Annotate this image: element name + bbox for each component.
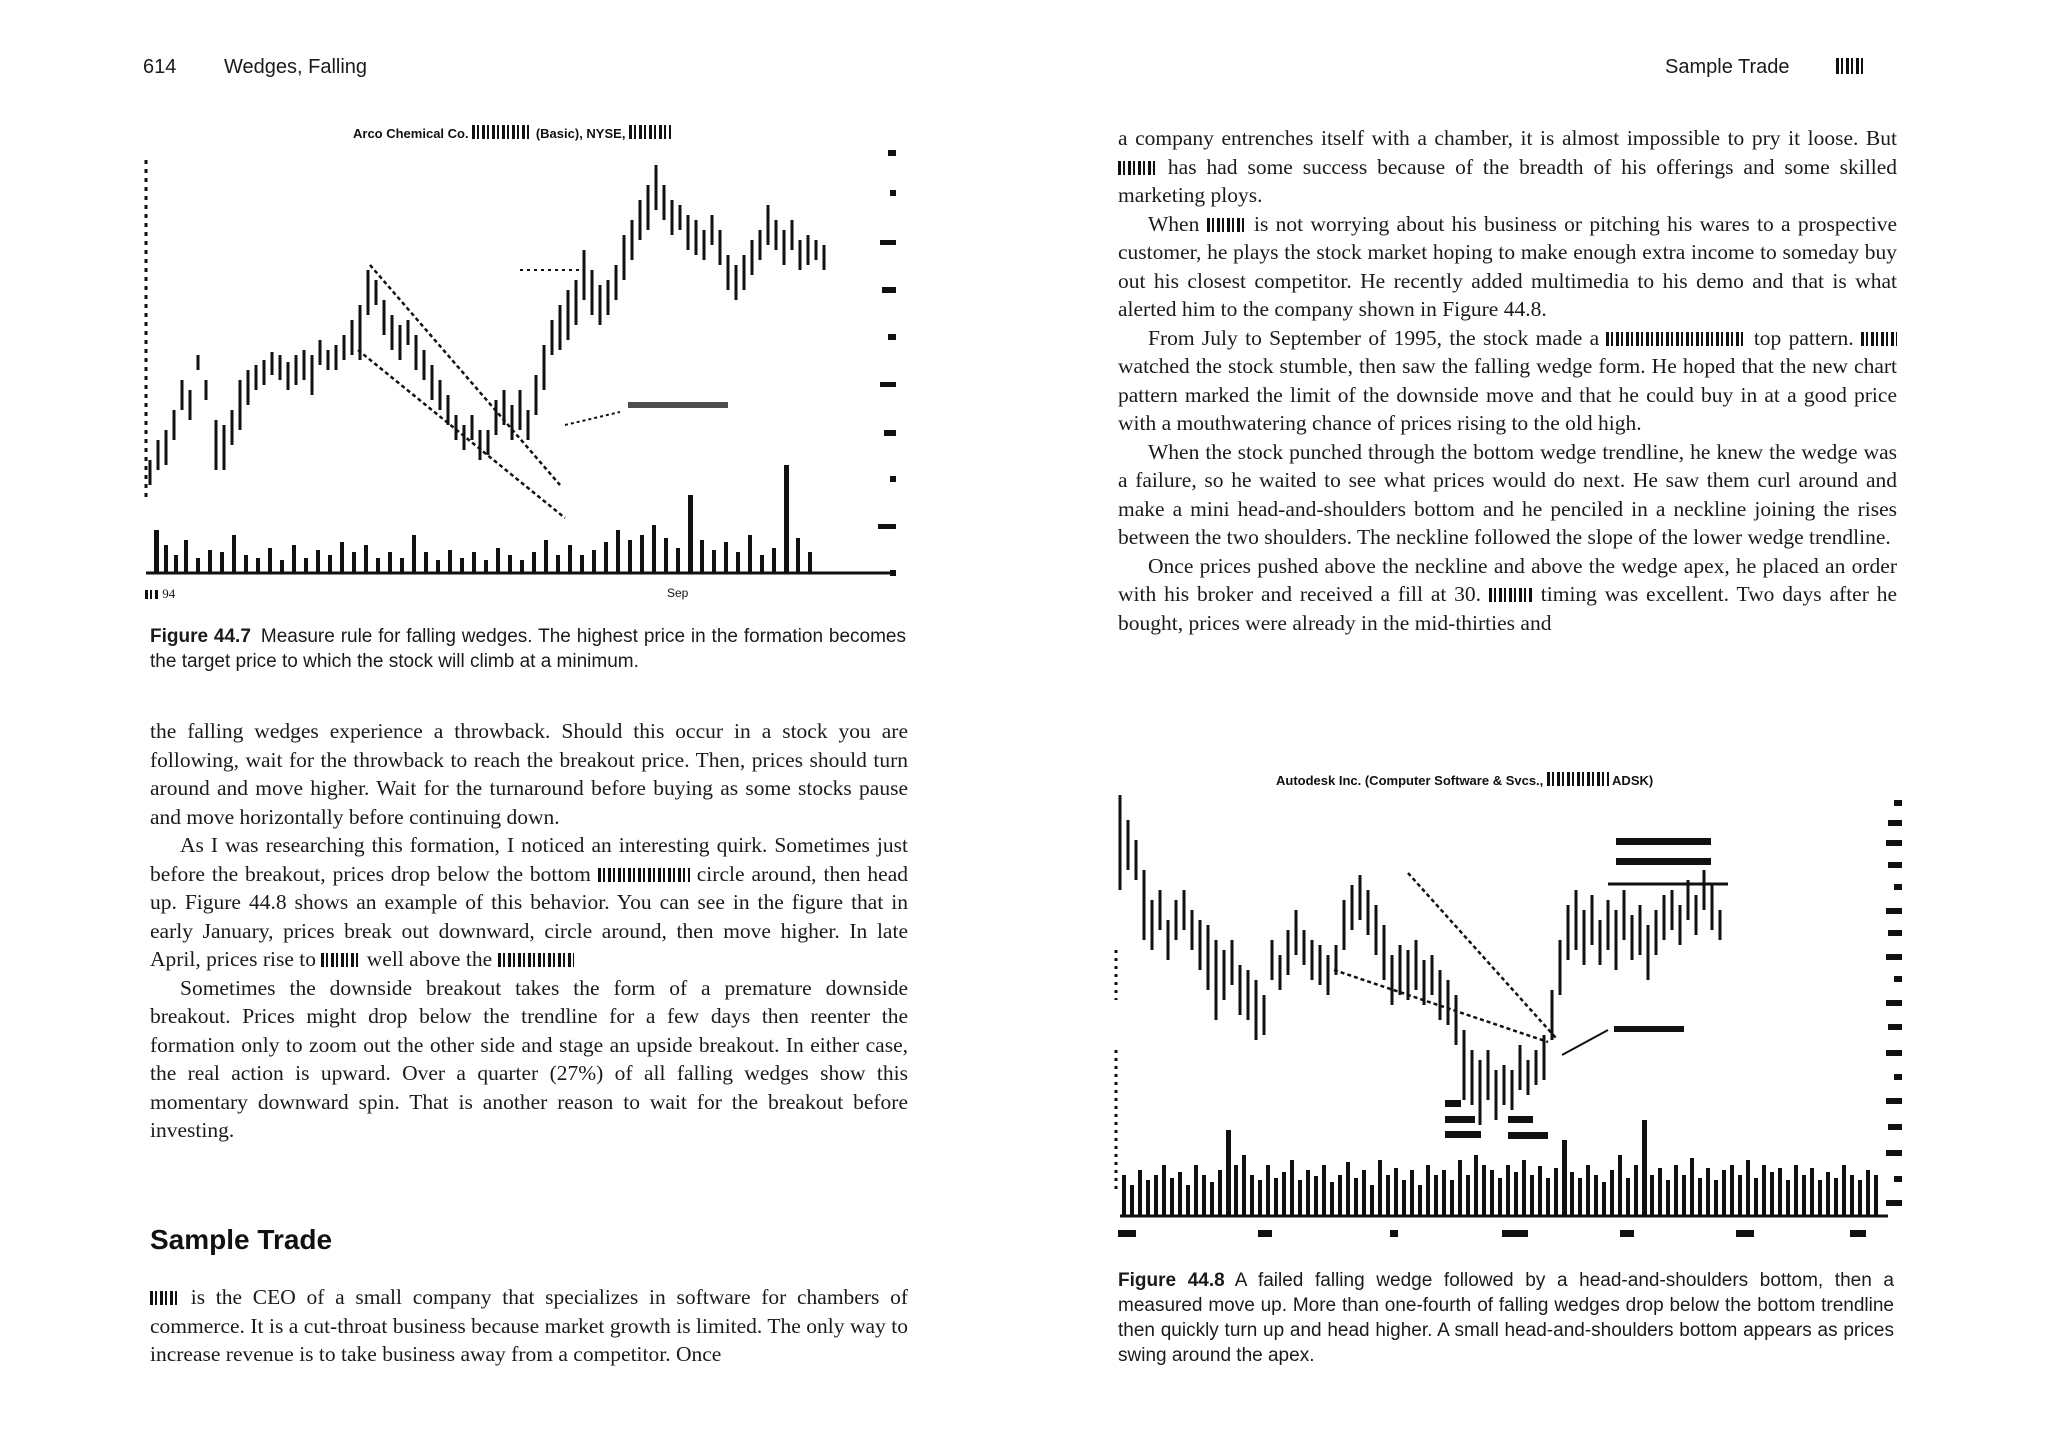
garbled-glyph — [629, 125, 671, 139]
garbled-glyph — [1606, 332, 1746, 346]
figure-44-8-chart — [1108, 780, 1918, 1250]
garbled-glyph — [1118, 161, 1158, 175]
paragraph: As I was researching this formation, I noticed an interesting quirk. Sometimes just before the breakout, prices drop below the bottom circle around, then head up. Figure 44.8 shows an example of this behavior. You can see in the figure that in early January, prices break out downward, circle around, then move higher. In late April, prices rise to well above the — [150, 833, 909, 971]
chart-title-exchange: (Basic), NYSE, — [535, 126, 626, 141]
wedge-upper-trendline — [1408, 873, 1556, 1038]
page-number-glyph — [1836, 56, 1866, 79]
page-number: 614 — [143, 56, 177, 78]
garbled-glyph — [598, 868, 690, 882]
garbled-glyph — [1836, 58, 1866, 74]
paragraph: is the CEO of a small company that specializes in software for chambers of commerce. It is a cut-throat business because market growth is limited. The only way to increase revenue is to take business away from a competitor. Once — [150, 1285, 908, 1366]
x-tick-sep: Sep — [667, 586, 689, 600]
wedge-upper-trendline — [370, 265, 560, 485]
sample-trade-text — [150, 1283, 908, 1369]
right-page — [1024, 0, 2048, 1448]
caption-text: A failed falling wedge followed by a head-and-shoulders bottom, then a measured move up. More than one-fourth of falling wedges drop below the bottom trendline then quickly turn up and head higher. A small head-and-shoulders bottom appears as prices swing around the apex. — [1118, 1270, 1894, 1366]
garbled-glyph — [321, 953, 361, 967]
garbled-glyph — [145, 590, 159, 599]
right-axis-ticks — [878, 150, 896, 576]
paragraph: When the stock punched through the bottom wedge trendline, he knew the wedge was a failure, so he waited to see what prices would do next. He saw them curl around and make a mini head-and-shoulders bottom and he penciled in a neckline joining the rises between the two shoulders. The neckline followed the slope of the lower wedge trendline. — [1118, 439, 1897, 549]
paragraph: From July to September of 1995, the stock made a top pattern. watched the stock stumble, then saw the falling wedge form. He hoped that the new chart pattern marked the limit of the downside move and that he could buy in at a good price with a mouthwatering chance of prices rising to the old high. — [1118, 325, 1897, 435]
caption-label: Figure 44.8 — [1118, 1270, 1225, 1291]
garbled-glyph — [1861, 332, 1897, 346]
garbled-glyph — [1489, 588, 1533, 602]
left-body-text — [150, 717, 908, 1145]
garbled-glyph — [498, 953, 574, 967]
right-body-text — [1118, 124, 1897, 637]
paragraph: When is not worrying about his business or pitching his wares to a prospective customer, he plays the stock market hoping to make enough extra income to someday buy out his closest competitor. He recently added multimedia to his demo and that is what alerted him to the company shown in Figure 44.8. — [1118, 211, 1898, 321]
running-head-title: Wedges, Falling — [224, 56, 368, 78]
chart-title-company: Autodesk Inc. (Computer Software & Svcs., — [1276, 773, 1544, 788]
garbled-glyph — [150, 1291, 180, 1305]
annotation-leader — [565, 412, 620, 425]
figure-44-7-title — [353, 125, 671, 141]
garbled-glyph — [1207, 218, 1247, 232]
x-tick-glyphs — [1118, 1230, 1866, 1237]
annotation-leader — [1562, 1030, 1608, 1055]
figure-44-8-caption — [1118, 1268, 1894, 1368]
chart-title-company: Arco Chemical Co. — [353, 126, 469, 141]
figure-44-7-chart — [140, 140, 930, 580]
paragraph: Sometimes the downside breakout takes the form of a premature downside breakout. Prices might drop below the trendline for a few days then reenter the formation only to zoom out the other side and stage an upside breakout. In either case, the real action is upward. Over a quarter (27%) of all falling wedges show this momentary downward spin. That is another reason to wait for the breakout before investing. — [150, 975, 908, 1142]
caption-label: Figure 44.7 — [150, 626, 251, 647]
paragraph: a company entrenches itself with a chamber, it is almost impossible to pry it loose. But has had some success because of the breadth of his offerings and some skilled marketing ploys. — [1118, 126, 1898, 207]
paragraph: the falling wedges experience a throwback. Should this occur in a stock you are following, wait for the throwback to reach the breakout price. Then, prices should turn around and move higher. Wait for the turnaround before buying as some stocks pause and move horizontally before continuing down. — [150, 719, 908, 829]
volume-bars — [154, 465, 812, 573]
garbled-glyph — [472, 125, 532, 139]
running-head-title: Sample Trade — [1665, 56, 1790, 78]
section-heading: Sample Trade — [150, 1224, 333, 1255]
paragraph: Once prices pushed above the neckline and above the wedge apex, he placed an order with his broker and received a fill at 30. timing was excellent. Two days after he bought, prices were already in the mid-thirties and — [1118, 553, 1898, 635]
caption-text: Measure rule for falling wedges. The highest price in the formation becomes the target price to which the stock will climb at a minimum. — [150, 626, 906, 672]
chart-title-ticker: ADSK) — [1612, 773, 1654, 788]
right-axis-ticks — [1886, 800, 1902, 1206]
wedge-lower-trendline — [358, 350, 565, 518]
price-bars — [150, 165, 824, 485]
figure-44-7-caption — [150, 624, 906, 674]
volume-bars — [1122, 1120, 1878, 1216]
x-tick-94: 94 — [145, 586, 175, 602]
annotation-glyph — [628, 402, 728, 408]
